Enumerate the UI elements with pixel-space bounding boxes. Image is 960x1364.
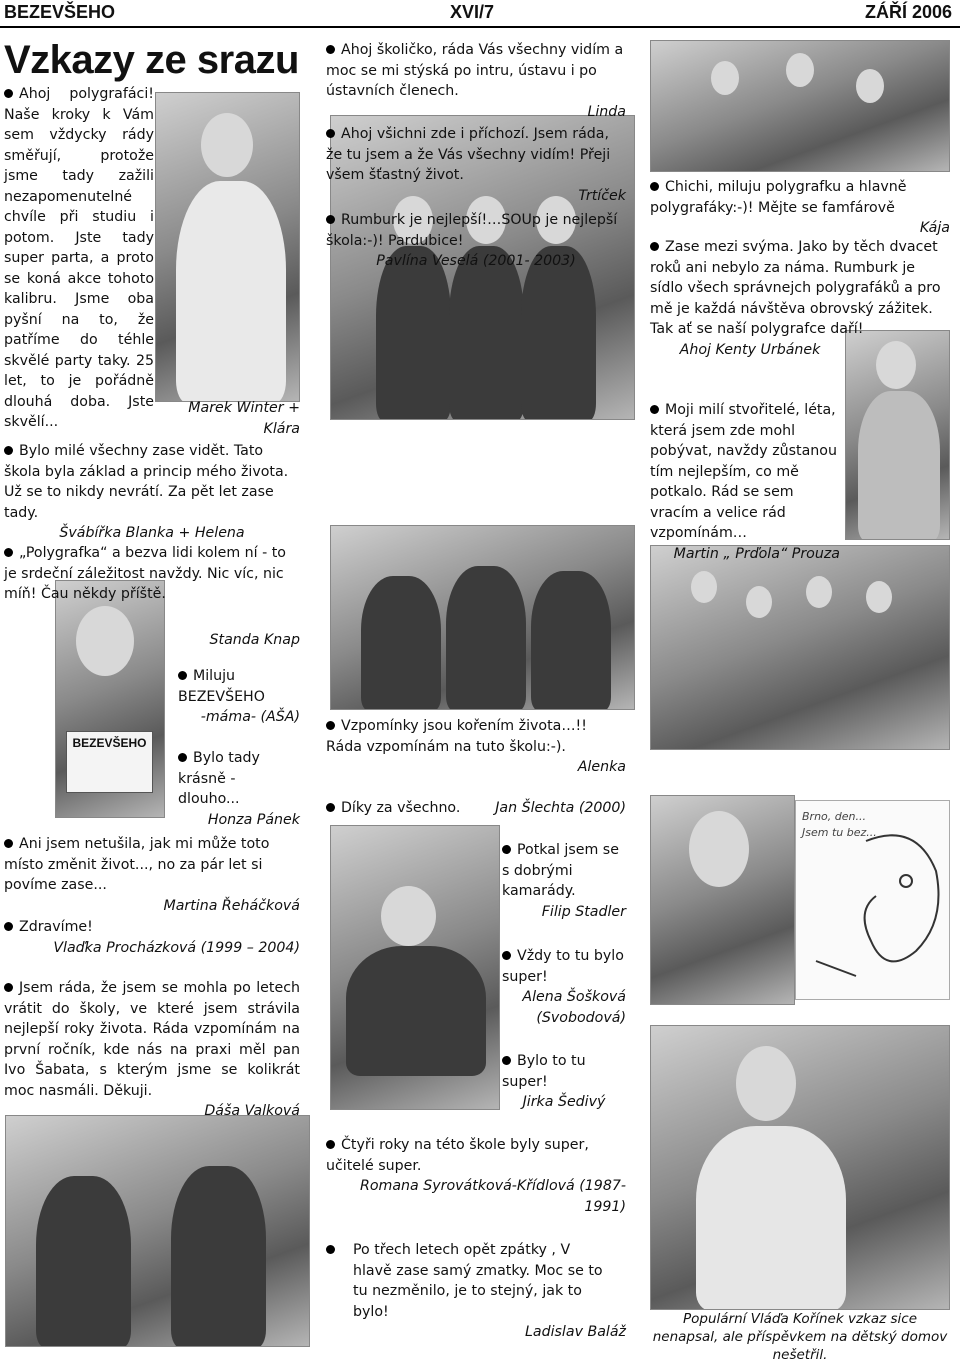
note-text: Po třech letech opět zpátky , V hlavě zase samý zmatky. Moc se to tu nezměnilo, je to stejný, jak to bylo!: [353, 1242, 603, 1320]
note-mama-asa: [178, 666, 300, 728]
note-signature: Jan Šlechta (2000): [495, 800, 626, 816]
note-kaja: [650, 177, 950, 239]
note-text: Ahoj polygrafáci! Naše kroky k Vám sem vždycky rády směřují, protože jsme tady zažili nezapomenutelné chvíle při studiu i potom. Jste tady super parta, a proto se koná akce tohoto kalibru. Jsme oba pyšní na to, že patříme do téhle skvělé party taky. 25 let, to je pořádně dlouhá doba. Jste skvělí...: [4, 86, 154, 430]
note-honza-panek: [178, 748, 300, 830]
note-text: Ahoj všichni zde i příchozí. Jsem ráda, že tu jsem a že Vás všechny vidím! Přeji všem šťastný život.: [326, 126, 611, 183]
note-signature: Martina Řeháčková: [163, 897, 300, 914]
header-issue: XVI/7: [450, 2, 495, 22]
note-text: Čtyři roky na této škole byly super, učitelé super.: [326, 1137, 589, 1174]
photo-marek-winter: [155, 92, 300, 402]
bezevseho-sign: BEZEVŠEHO: [66, 731, 153, 793]
note-text: „Polygrafka“ a bezva lidi kolem ní - to je srdeční záležitost navždy. Nic víc, nic míň! Čau někdy příště.: [4, 545, 286, 602]
note-text: Zdravíme!: [19, 919, 93, 935]
photo-vlada-korinek: [650, 1025, 950, 1310]
note-signature: Marek Winter + Klára: [188, 400, 300, 437]
photo-people-bottom-left: [5, 1115, 310, 1347]
note-filip-stadler: [502, 840, 626, 922]
note-text: Chichi, miluju polygrafku a hlavně polygrafáky:-)! Mějte se famfárově: [650, 179, 907, 216]
caricature-sketch: [795, 800, 950, 1000]
note-alenka: [326, 716, 626, 778]
photo-martin-prouza: [845, 330, 950, 540]
note-romana-syrovatkova: [326, 1135, 626, 1217]
note-text: Vždy to tu bylo super!: [502, 948, 624, 985]
note-vladka-prochazkova: [4, 917, 300, 958]
note-signature: Martin „ Prďola“ Prouza: [673, 545, 840, 562]
note-dasa-valkova: [4, 978, 300, 1122]
note-signature: Ladislav Baláž: [525, 1324, 626, 1340]
photo-group-bench: [650, 40, 950, 172]
note-text: Zase mezi svýma. Jako by těch dvacet roků ani nebylo za náma. Rumburk je sídlo všech správnejch polygrafáků a pro mě je každá návštěva obrovský zážitek. Tak ať se naší polygrafce daří!: [650, 239, 941, 337]
note-jirka-sedivy: [502, 1051, 626, 1113]
note-text: Moji milí stvořitelé, léta, která jsem zde mohl pobývat, navždy zůstanou tím nejlepším, co mě potkalo. Rád se sem vracím a velice rád vzpomínám…: [650, 402, 837, 541]
note-text: Bylo to tu super!: [502, 1053, 586, 1090]
note-text: Bylo tady krásně - dlouho...: [178, 750, 260, 807]
header-publication: BEZEVŠEHO: [4, 2, 116, 22]
note-text: Miluju BEZEVŠEHO: [178, 668, 265, 705]
photo-man-portrait: [650, 795, 795, 1005]
note-signature: Ahoj Kenty Urbánek: [679, 341, 821, 358]
photo-caption: Populární Vláďa Kořínek vzkaz sice nenapsal, ale příspěvkem na dětský domov nešetřil.: [652, 1311, 948, 1363]
photo-group-backs: [330, 525, 635, 710]
note-signature: -máma- (AŠA): [200, 709, 300, 725]
note-kenty-urbanek: [650, 237, 950, 360]
note-signature: Trtíček: [578, 187, 626, 204]
note-signature: Honza Pánek: [207, 811, 300, 828]
note-signature-standa: [175, 630, 300, 651]
note-signature: Filip Stadler: [541, 903, 626, 920]
note-alena-soskova: [502, 946, 626, 1028]
page-header: [0, 0, 960, 26]
caricature-drawing: [796, 801, 951, 1001]
photo-group-outdoors: [650, 545, 950, 750]
photo-woman-with-sign: [55, 580, 165, 818]
note-signature: Dáša Valková: [204, 1103, 300, 1119]
note-signature-marek: [155, 398, 300, 439]
note-text: Rumburk je nejlepší!…SOUp je nejlepší škola:-)! Pardubice!: [326, 212, 618, 249]
note-signature: Kája: [919, 220, 950, 236]
page-title: Vzkazy ze srazu: [4, 38, 299, 82]
note-text: Ahoj školičko, ráda Vás všechny vidím a moc se mi stýská po intru, ústavu i po ústavních členech.: [326, 42, 624, 99]
note-signature: Romana Syrovátková-Křídlová (1987-1991): [360, 1178, 626, 1215]
header-rule: [0, 26, 960, 28]
note-signature: Alena Šošková (Svobodová): [522, 989, 626, 1026]
note-text: Vzpomínky jsou kořením života…!! Ráda vzpomínám na tuto školu:-).: [326, 718, 587, 755]
note-marek-winter: [4, 84, 154, 433]
note-linda: [326, 40, 626, 122]
note-ladislav-balaz: [326, 1240, 626, 1343]
note-pavlina-vesela: [326, 210, 626, 272]
note-jan-slechta: [326, 798, 626, 819]
note-text: Potkal jsem se s dobrými kamarády.: [502, 842, 619, 899]
note-signature: Švábířka Blanka + Helena: [59, 525, 245, 541]
note-signature: Jirka Šedivý: [522, 1094, 606, 1110]
note-blanka-helena: [4, 441, 300, 544]
header-date: ZÁŘÍ 2006: [864, 2, 952, 22]
note-text: Jsem ráda, že jsem se mohla po letech vrátit do školy, ve které jsem strávila nejlepší roky života. Ráda vzpomínám na první ročník, kde nás na praxi měl pan Ivo Šabata, s kterým jsme se kolikrát moc nasmáli. Děkuji.: [4, 980, 300, 1099]
note-martina-rehackova: [4, 834, 300, 916]
note-standa-knap: [4, 543, 300, 605]
note-text: Díky za všechno.: [341, 800, 461, 816]
note-signature: Linda: [587, 103, 626, 120]
note-signature: Alenka: [577, 759, 626, 775]
note-signature: Vlaďka Procházková (1999 – 2004): [53, 939, 300, 956]
note-signature: Pavlína Veselá (2001- 2003): [376, 253, 576, 269]
sketch-scribble: Brno, den... Jsem tu bez...: [802, 810, 877, 839]
note-signature: Standa Knap: [209, 632, 300, 648]
note-trticek: [326, 124, 626, 206]
note-text: Bylo milé všechny zase vidět. Tato škola byla základ a princip mého života. Už se to nikdy nevrátí. Za pět let zase tady.: [4, 443, 289, 521]
note-martin-prouza: [650, 400, 842, 564]
note-text: Ani jsem netušila, jak mi může toto místo změnit život..., no za pár let si povíme zase...: [4, 836, 270, 893]
photo-man-writing: [330, 825, 500, 1110]
